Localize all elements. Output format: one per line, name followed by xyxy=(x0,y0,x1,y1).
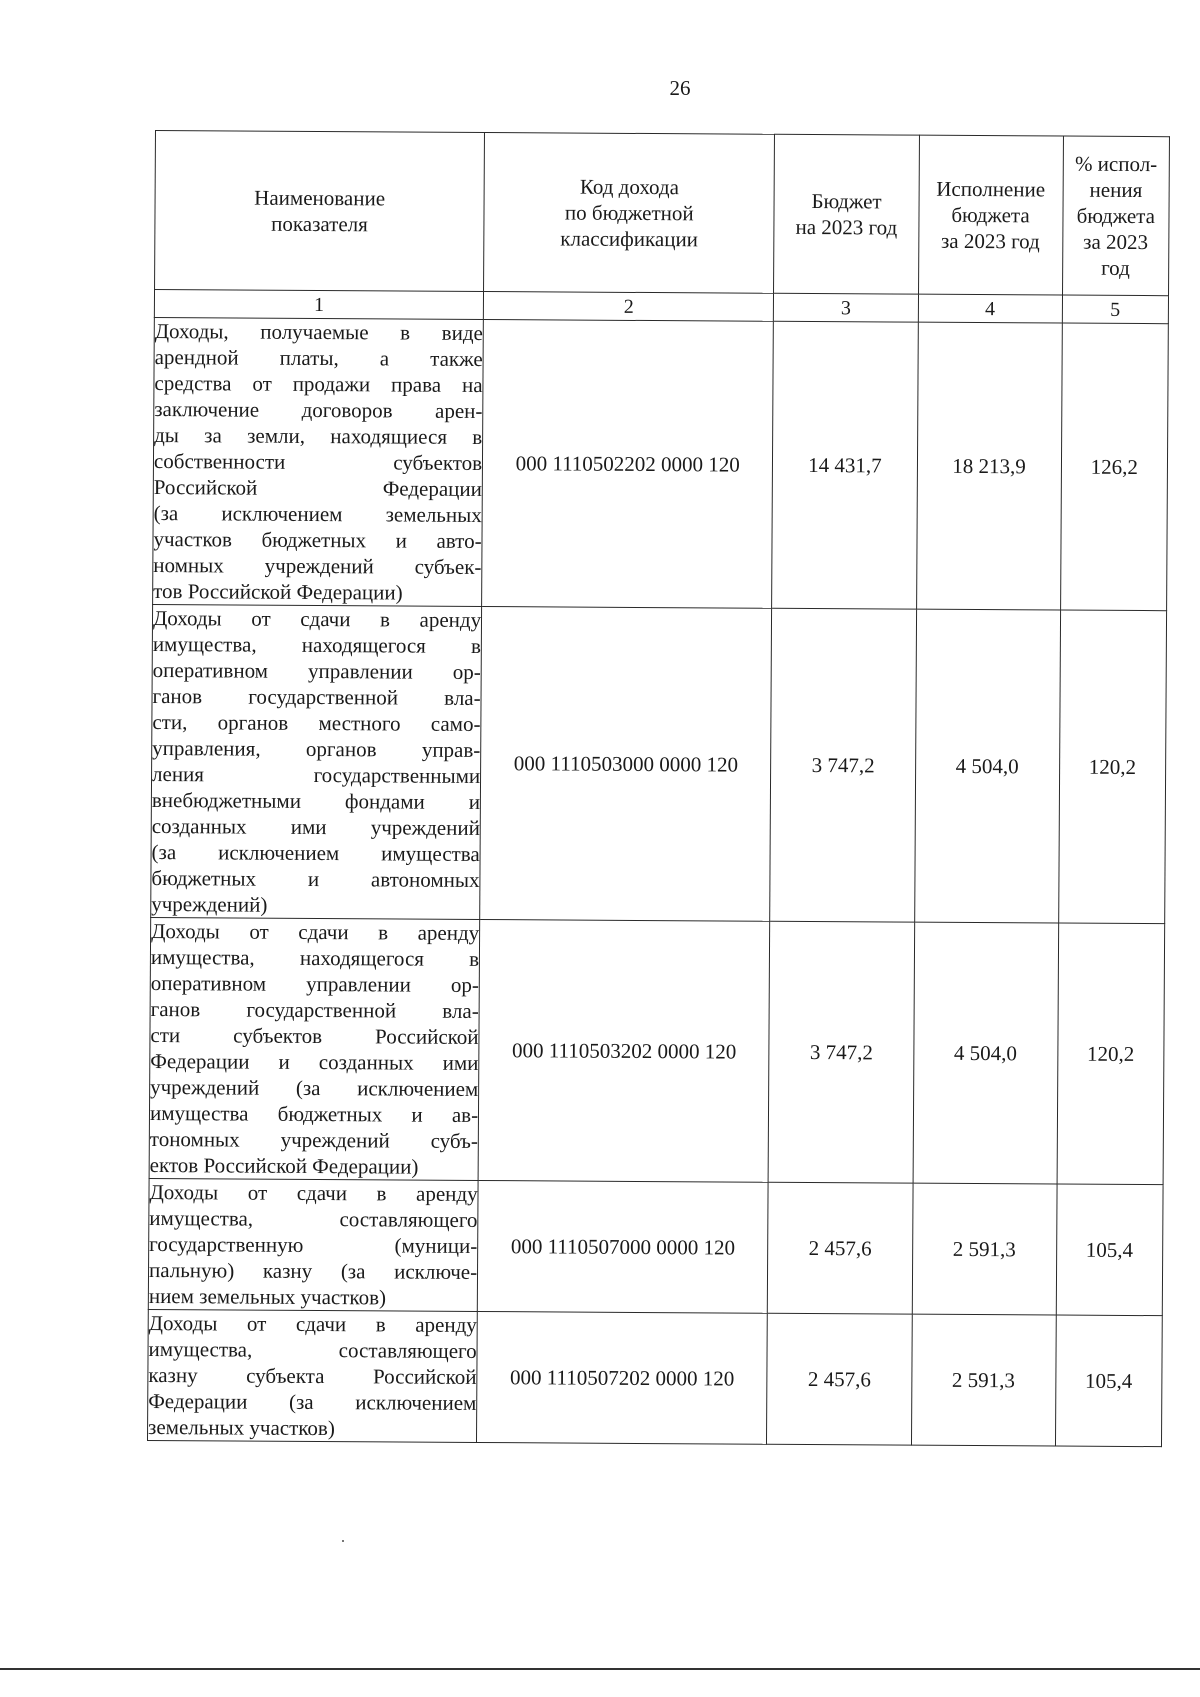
header-budget-line: на 2023 год xyxy=(795,214,898,240)
page-bottom-rule xyxy=(0,1668,1200,1670)
indicator-name-line: Федерации (за исключением xyxy=(148,1388,477,1415)
budget-cell: 2 457,6 xyxy=(768,1182,913,1314)
indicator-name-line: номных учреждений субъек- xyxy=(153,552,482,580)
indicator-name-line: земельных участков) xyxy=(148,1414,335,1441)
header-percent-line: год xyxy=(1101,255,1130,280)
percent-cell: 105,4 xyxy=(1055,1315,1162,1447)
column-number: 3 xyxy=(774,293,918,322)
indicator-name-cell xyxy=(149,917,480,1180)
header-code xyxy=(484,133,775,294)
indicator-name-cell xyxy=(153,317,484,606)
indicator-name-line: ды за земли, находящиеся в xyxy=(154,423,483,450)
indicator-name-line: арендной платы, а также xyxy=(154,345,483,372)
revenue-code-cell: 000 1110507202 0000 120 xyxy=(477,1311,768,1444)
indicator-name-line: имущества, составляющего xyxy=(149,1205,478,1232)
table-row xyxy=(147,1309,1162,1446)
indicator-name-line: оперативном управлении ор- xyxy=(152,657,481,685)
indicator-name-line: средства от продажи права на xyxy=(154,371,483,398)
indicator-name-line: имущества, составляющего xyxy=(148,1336,477,1363)
percent-cell: 120,2 xyxy=(1057,923,1165,1185)
indicator-name-line: Доходы от сдачи в аренду xyxy=(151,918,480,945)
execution-cell: 18 213,9 xyxy=(916,322,1062,610)
indicator-name-line: Доходы от сдачи в аренду xyxy=(148,1310,477,1337)
indicator-name-line: ления государственными xyxy=(151,761,481,788)
table-row xyxy=(149,917,1165,1184)
indicator-name-line: учреждений (за исключением xyxy=(150,1074,479,1101)
indicator-name-line: созданных ими учреждений xyxy=(151,813,480,840)
percent-cell: 105,4 xyxy=(1056,1184,1163,1316)
execution-cell: 2 591,3 xyxy=(911,1314,1056,1446)
indicator-name-line: тов Российской Федерации) xyxy=(153,578,403,605)
indicator-name-line: сти субъектов Российской xyxy=(150,1022,479,1049)
header-row xyxy=(155,131,1170,296)
header-code-line: классификации xyxy=(560,226,699,252)
percent-cell: 120,2 xyxy=(1058,610,1166,924)
revenue-code-cell: 000 1110502202 0000 120 xyxy=(482,320,774,609)
indicator-name-line: (за исключением земельных xyxy=(153,500,482,528)
scan-speck xyxy=(342,1540,344,1542)
indicator-name-line: имущества, находящегося в xyxy=(152,631,482,659)
header-percent-line: бюджета xyxy=(1076,203,1156,229)
indicator-name-line: оперативном управлении ор- xyxy=(150,970,479,997)
indicator-name-line: государственную (муници- xyxy=(149,1231,478,1258)
header-name-line: показателя xyxy=(271,211,368,237)
indicator-name-line: участков бюджетных и авто- xyxy=(153,526,482,554)
indicator-name-cell xyxy=(151,604,482,919)
header-code-line: по бюджетной xyxy=(564,200,694,226)
indicator-name-line: казну субъекта Российской xyxy=(148,1362,477,1389)
indicator-name-line: Российской Федерации xyxy=(153,474,483,502)
indicator-name-cell xyxy=(147,1309,477,1442)
indicator-name-line: имущества, находящегося в xyxy=(150,944,480,971)
header-percent-line: за 2023 xyxy=(1083,229,1149,255)
header-execution-line: Исполнение xyxy=(936,176,1046,202)
indicator-name-line: ганов государственной вла- xyxy=(150,996,479,1023)
execution-cell: 2 591,3 xyxy=(912,1183,1057,1315)
indicator-name-line: Доходы, получаемые в виде xyxy=(154,319,483,346)
indicator-name-line: ектов Российской Федерации) xyxy=(149,1152,419,1179)
revenue-table-wrapper xyxy=(147,130,1170,1447)
column-number: 5 xyxy=(1062,295,1169,324)
indicator-name-line: нием земельных участков) xyxy=(148,1283,387,1310)
header-code-line: Код дохода xyxy=(579,174,680,200)
header-percent-line: % испол- xyxy=(1074,151,1158,177)
header-percent xyxy=(1062,136,1169,296)
revenue-code-cell: 000 1110503202 0000 120 xyxy=(478,919,770,1182)
header-name xyxy=(155,131,485,292)
header-budget-line: Бюджет xyxy=(811,189,882,214)
revenue-code-cell: 000 1110503000 0000 120 xyxy=(480,607,772,922)
budget-cell: 14 431,7 xyxy=(772,321,918,609)
indicator-name-line: сти, органов местного само- xyxy=(152,709,481,736)
execution-cell: 4 504,0 xyxy=(913,922,1059,1184)
indicator-name-line: тономных учреждений субъ- xyxy=(149,1126,479,1153)
column-number: 1 xyxy=(154,290,483,320)
indicator-name-line: ганов государственной вла- xyxy=(152,683,481,710)
indicator-name-line: Доходы от сдачи в аренду xyxy=(152,605,482,633)
indicator-name-line: пальную) казну (за исключе- xyxy=(148,1257,478,1284)
revenue-table xyxy=(147,130,1170,1447)
column-number: 4 xyxy=(918,294,1062,323)
table-body xyxy=(147,317,1168,1446)
indicator-name-line: Доходы от сдачи в аренду xyxy=(149,1179,478,1206)
header-percent-line: нения xyxy=(1089,177,1143,203)
indicator-name-line: заключение договоров арен- xyxy=(154,397,483,424)
indicator-name-line: внебюджетными фондами и xyxy=(151,787,481,814)
execution-cell: 4 504,0 xyxy=(914,609,1060,923)
indicator-name-line: (за исключением имущества xyxy=(151,839,480,866)
indicator-name-line: собственности субъектов xyxy=(153,449,483,476)
header-execution xyxy=(918,135,1063,295)
budget-cell: 3 747,2 xyxy=(770,608,916,922)
table-row xyxy=(151,604,1167,923)
header-budget xyxy=(774,134,919,294)
header-execution-line: бюджета xyxy=(951,202,1030,228)
indicator-name-line: Федерации и созданных ими xyxy=(150,1048,479,1075)
revenue-code-cell: 000 1110507000 0000 120 xyxy=(477,1180,768,1313)
header-name-line: Наименование xyxy=(254,185,386,211)
budget-cell: 2 457,6 xyxy=(767,1313,912,1445)
budget-cell: 3 747,2 xyxy=(769,921,915,1183)
indicator-name-cell xyxy=(148,1178,478,1311)
indicator-name-line: учреждений) xyxy=(151,891,268,917)
table-row xyxy=(148,1178,1163,1315)
indicator-name-line: имущества бюджетных и ав- xyxy=(149,1100,479,1127)
column-number: 2 xyxy=(483,292,774,322)
table-row xyxy=(153,317,1169,610)
indicator-name-line: бюджетных и автономных xyxy=(151,865,480,892)
header-execution-line: за 2023 год xyxy=(940,228,1040,254)
indicator-name-line: управления, органов управ- xyxy=(152,735,481,762)
percent-cell: 126,2 xyxy=(1060,323,1168,611)
page-number: 26 xyxy=(669,76,691,100)
